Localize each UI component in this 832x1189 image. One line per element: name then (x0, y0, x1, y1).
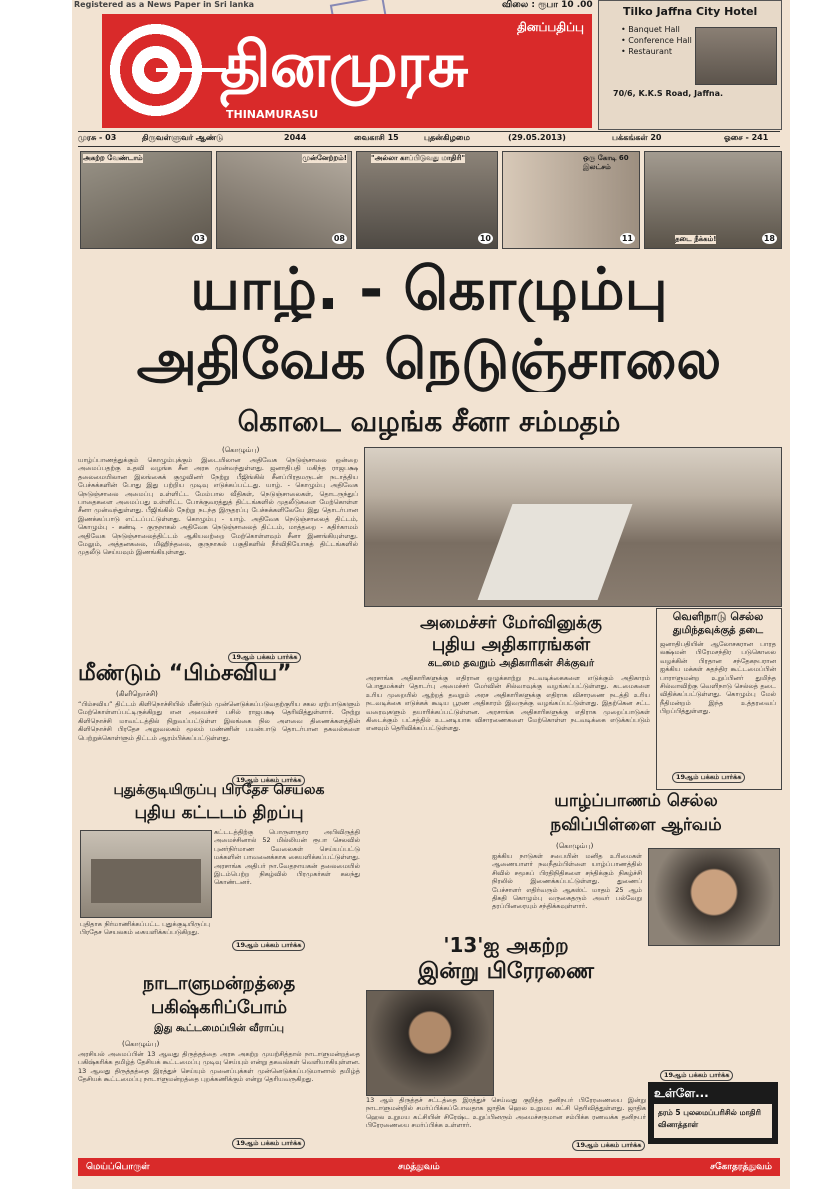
footer-right: சகோதரத்துவம் (710, 1162, 772, 1172)
teaser-caption: தடை நீக்கம்! (675, 235, 717, 243)
teaser-photo-3 (356, 151, 498, 249)
teaser-photo-1 (80, 151, 212, 249)
lead-headline-1: யாழ். - கொழும்பு (190, 256, 668, 322)
cont-badge: 19ஆம் பக்கம் பார்க்க (660, 1070, 733, 1081)
dateline-rule-bottom (78, 146, 780, 147)
masthead-title: தினமுரசு (220, 28, 468, 101)
cont-badge: 19ஆம் பக்கம் பார்க்க (232, 940, 305, 951)
navi-pillay-photo (648, 848, 780, 946)
thirteenth-body: 13 ஆம் திருத்தச் சட்டத்தை இரத்துச் செய்வது குறித்த தனிநபர் பிரேரணையை இன்று நாடாளுமன்றில் சமர்ப்பிக்கப்போவதாக ஜாதிக ஹெல உறுமய கட்சி தெரிவித்துள்ளது. ஜாதிக ஹெல உறுமய கட்சியின் சிரேஷ்ட உறுப்பினரும் அமைச்சருமான சம்பிக்க ரணவக்க தனிநபர் பிரேரணையை சமர்ப்பிக்க உள்ளார். (366, 1096, 646, 1130)
thirteenth-continued (572, 1140, 645, 1151)
cont-badge: 19ஆம் பக்கம் பார்க்க (232, 1138, 305, 1149)
date-label: (29.05.2013) (508, 133, 566, 142)
month-day-label: வைகாசி 15 (354, 133, 399, 142)
parliament-body: அரசியல் அமைப்பின் 13 ஆவது திருத்தத்தை அரசு அகற்ற முயற்சித்தால் நாடாளுமன்றத்தை பகிஷ்கரிக்க தமிழ்த் தேசியக் கூட்டமைப்பு முடிவு செய்யும் என்று தகவல்கள் வெளியாகியுள்ளன. 13 ஆவது திருத்தத்தை இரத்துச் செய்யும் முனைப்புக்கள் முன்னெடுக்கப்படுமானால் தமிழ்த் தேசியக் கூட்டமைப்பு நாடாளுமன்றத்தை புறக்கணிக்கும் என்று தெரியவருகிறது. (78, 1050, 360, 1084)
cont-badge: 19ஆம் பக்கம் பார்க்க (232, 775, 305, 786)
ministers-headline-1: அமைச்சர் மேர்வினுக்கு (420, 613, 602, 633)
travel-ban-continued (672, 772, 745, 783)
teaser-caption: அகற்ற வேண்டாம் (83, 154, 143, 162)
teaser-page-number: 10 (479, 234, 491, 243)
jaffna-body: ஐக்கிய நாடுகள் சபையின் மனித உரிமைகள் ஆணையாளர் நவநீதம்பிள்ளை யாழ்ப்பாணத்தில் சிவில் சமூகப் பிரதிநிதிகளை சந்திக்கும் நிகழ்ச்சி நிரலில் இணைக்கப்பட்டுள்ளது. துணைப் பேச்சாளர் எதிர்வரும் ஆகஸ்ட் மாதம் 25 ஆம் திகதி கொழும்பு வருகைதரும் அவர் பல்வேறு தரப்பினரையும் சந்திக்கவுள்ளார். (492, 852, 642, 911)
cont-badge: 19ஆம் பக்கம் பார்க்க (672, 772, 745, 783)
teaser-photo-4 (502, 151, 640, 249)
parliament-subhead: இது கூட்டமைப்பின் வீராப்பு (154, 1023, 284, 1034)
lead-photo-meeting (364, 447, 782, 607)
puthukudiyiruppu-caption: புதிதாக நிர்மாணிக்கப்பட்ட புதுக்குடியிருப்பு பிரதேச செயலகம் கையளிக்கப்படுகிறது. (80, 920, 210, 937)
volume-label: முரசு - 03 (78, 133, 117, 142)
teaser-page-number: 08 (333, 234, 345, 243)
cont-badge: 19ஆம் பக்கம் பார்க்க (228, 652, 301, 663)
newspaper-page (72, 0, 790, 1189)
teaser-caption: "அல்லா காப்பிடுவது மாதிரி" (371, 154, 466, 162)
ulle-text: தரம் 5 புலமைப்பரிசில் மாதிரி வினாத்தாள் (658, 1108, 761, 1129)
ministers-body: அரசாங்க அதிகாரிகளுக்கு எதிரான ஒழுக்காற்று நடவடிக்கைகளை எடுக்கும் அதிகாரம் பொதுமக்கள் தொடர்பு அமைச்சர் மேர்வின் சில்வாவுக்கு வழங்கப்பட்டுள்ளது. கடமைகளை உரிய முறையில் ஆற்றத் தவறும் அரச அதிகாரிகளுக்கு எதிராக விசாரணை நடத்தி உரிய நடவடிக்கை எடுக்கக் கூடிய பூரண அதிகாரம் இவருக்கு வழங்கப்பட்டுள்ளது. இதற்கென சட்ட வரைவுகளும் தயாரிக்கப்பட்டுள்ளன. அரசாங்க அதிகாரிகளுக்கு எதிராக முறைப்பாடுகள் கிடைக்கும் பட்சத்தில் உடனடியாக விசாரணைகளை மேற்கொள்ள நடவடிக்கை எடுக்கப்படும் எனவும் தெரிவிக்கப்பட்டுள்ளது. (366, 674, 650, 733)
thirteenth-headline-1: '13'ஐ அகற்ற (443, 933, 569, 957)
hotel-name: Tilko Jaffna City Hotel (623, 5, 758, 18)
pimsaviya-headline: மீண்டும் “பிம்சவிய” (78, 661, 292, 686)
price-label: விலை : ரூபா 10 .00 (502, 0, 593, 10)
footer-left: மெய்ப்பொருள் (86, 1162, 150, 1172)
minister-portrait-photo (366, 990, 494, 1096)
dateline-bar (78, 133, 780, 145)
edition-label: தினப்பதிப்பு (516, 20, 584, 34)
jaffna-dateline: (கொழும்பு) (556, 842, 594, 850)
building-shape (91, 859, 201, 903)
hotel-photo (695, 27, 777, 85)
lead-headline-2: அதிவேக நெடுஞ்சாலை (136, 328, 722, 391)
thirteenth-headline-2: இன்று பிரேரணை (417, 959, 594, 984)
teaser-page-number: 03 (193, 234, 205, 243)
ulle-box (648, 1082, 778, 1144)
teaser-photo-5 (644, 151, 782, 249)
lead-dateline: (கொழும்பு) (222, 446, 260, 454)
puthukudiyiruppu-continued (232, 940, 305, 951)
teaser-caption: ஒரு கோடி 60 இலட்சம் (583, 154, 629, 171)
hotel-feature: • Restaurant (621, 47, 673, 56)
footer-bar (78, 1158, 780, 1176)
pages-label: பக்கங்கள் 20 (612, 133, 662, 142)
puthukudiyiruppu-headline-2: புதிய கட்டடம் திறப்பு (134, 803, 304, 823)
meeting-table (478, 504, 633, 600)
jaffna-continued (660, 1070, 733, 1081)
travel-ban-body: ஜனாதிபதியின் ஆலோசகரான பாரத லக்ஷ்மன் பிரேமசந்திர படுகொலை வழக்கின் பிரதான சந்தேகநபரான ஐக்கிய மக்கள் சுதந்திர கூட்டமைப்பின் பாராளுமன்ற உறுப்பினர் துமிந்த சில்வாவிற்கு வெளிநாடு செல்லத் தடை விதிக்கப்பட்டுள்ளது. கொழும்பு மேல் நீதிமன்றம் இந்த உத்தரவைப் பிறப்பித்துள்ளது. (660, 640, 776, 716)
jaffna-headline-1: யாழ்ப்பாணம் செல்ல (554, 791, 718, 811)
parliament-headline-1: நாடாளுமன்றத்தை (142, 973, 296, 994)
weekday-label: புதன்கிழமை (424, 133, 470, 142)
jaffna-headline-2: நவிப்பிள்ளை ஆர்வம் (550, 815, 722, 835)
teaser-page-number: 11 (621, 234, 633, 243)
puthukudiyiruppu-headline-1: புதுக்குடியிருப்பு பிரதேச செயலக (113, 782, 325, 798)
ulle-title: உள்ளே... (654, 1086, 709, 1100)
travel-ban-headline-1: வெளிநாடு செல்ல (672, 610, 764, 623)
year-label: 2044 (284, 133, 307, 142)
dateline-rule-top (78, 131, 780, 132)
parliament-continued (232, 1138, 305, 1149)
parliament-dateline: (கொழும்பு) (122, 1040, 160, 1048)
hotel-address: 70/6, K.K.S Road, Jaffna. (613, 89, 724, 98)
hotel-ad (598, 0, 782, 130)
ministers-subhead: கடமை தவறும் அதிகாரிகள் சிக்குவர் (427, 658, 595, 669)
parliament-headline-2: பகிஷ்கரிப்போம் (150, 997, 288, 1018)
pimsaviya-dateline: (கிளிநொச்சி) (116, 690, 158, 698)
teaser-photo-2 (216, 151, 352, 249)
registered-note: Registered as a News Paper in Sri lanka (74, 0, 255, 9)
masthead-title-en: THINAMURASU (226, 108, 319, 121)
masthead-banner (102, 14, 592, 128)
lead-body: யாழ்ப்பாணத்துக்கும் கொழும்புக்கும் இடையிலான அதிவேக நெடுஞ்சாலை ஒன்றை அமைப்பதற்கு உதவி வழங்க சீன அரசு முன்வந்துள்ளது. ஜனாதிபதி மகிந்த ராஜபக்ஷ தலைமையிலான இலங்கைக் குழுவினர் நேற்று பீஜிங்கில் சீனப்பிரதமருடன் நடாத்திய பேச்சுக்களின் போது இது பற்றிய முடிவு எடுக்கப்பட்டது. யாழ். - கொழும்பு அதிவேக நெடுஞ்சாலை அமைப்பு உள்ளிட்ட மேம்பால வீதிகள், நெடுஞ்சாலைகள், தொடருந்துப் பாதைகளை அமைப்பது உள்ளிட்ட போக்குவரத்துத் திட்டங்களில் முதலீடுகளை மேற்கொள்ள சீனா முன்வந்துள்ளது. பீஜிங்கில் நேற்று நடந்த இருதரப்பு பேச்சுக்களிலேயே இது தொடர்பான இணக்கப்பாடு எட்டப்பட்டுள்ளது. கொழும்பு - யாழ். அதிவேக நெடுஞ்சாலைத் திட்டம், கொழும்பு - கண்டி - குருநாகல் அதிவேக நெடுஞ்சாலைத் திட்டம், மாத்தறை - கதிர்காமம் அதிவேக நெடுஞ்சாலைத்திட்டம் ஆகியவற்றை மேற்கொள்ளவும் சீனா இணங்கியுள்ளது. மேலும், அத்தனகலை, மிஹிந்தலை, குருநாகல் பகுதிகளில் நீர்விநியோகத் திட்டங்களில் முதலீடு செய்யவும் இணங்கியுள்ளது. (78, 456, 358, 557)
arrow-icon (156, 68, 226, 72)
teaser-caption: முன்னேற்றம்! (302, 154, 347, 162)
ministers-headline-2: புதிய அதிகாரங்கள் (431, 634, 591, 655)
teaser-page-number: 18 (763, 234, 775, 243)
cont-badge: 19ஆம் பக்கம் பார்க்க (572, 1140, 645, 1151)
lead-subhead: கொடை வழங்க சீனா சம்மதம் (237, 405, 621, 438)
ulle-text-box (654, 1104, 772, 1138)
travel-ban-headline-2: துமிந்தவுக்குத் தடை (672, 625, 764, 636)
hotel-feature: • Banquet Hall (621, 25, 680, 34)
era-label: திருவள்ளுவர் ஆண்டு (142, 133, 224, 142)
puthukudiyiruppu-body: கட்டடத்திற்கு பொருளாதார அபிவிருத்தி அமைச்சினால் 52 மில்லியன் ரூபா செலவில் புனர்நிர்மாண வேலைகள் செய்யப்பட்டு மக்களின் பாவனைக்காக கையளிக்கப்பட்டுள்ளது. அரசாங்க அதிபர் நா.வேதநாயகன் தலைமையில் இடம்பெற்ற நிகழ்வில் பிரமுகர்கள் கலந்து கொண்டனர். (214, 828, 360, 887)
issue-label: ஓசை - 241 (724, 133, 769, 142)
pimsaviya-body: “பிம்சவிய” திட்டம் கிளிநொச்சியில் மீண்டும் முன்னெடுக்கப்படுவதற்குரிய சகல ஏற்பாடுகளும் மேற்கொள்ளப்பட்டிருக்கிறது என அமைச்சர் பசில் ராஜபக்ஷ தெரிவித்துள்ளார். நேற்று கிளிநொச்சி மாவட்டத்தில் நிறுவப்பட்டுள்ள இலங்கை நில அளவை திணைக்களத்தின் கிளிநொச்சி பிரதேச அலுவலகம் மூலம் மண்ணின் பயன்பாடு தொடர்பான தகவல்களை பெற்றுக்கொள்ளும் திட்டம் ஆரம்பிக்கப்பட்டுள்ளது. (78, 700, 360, 742)
footer-center: சமத்துவம் (398, 1162, 440, 1172)
hotel-feature: • Conference Hall (621, 36, 692, 45)
puthukudiyiruppu-photo (80, 830, 212, 918)
